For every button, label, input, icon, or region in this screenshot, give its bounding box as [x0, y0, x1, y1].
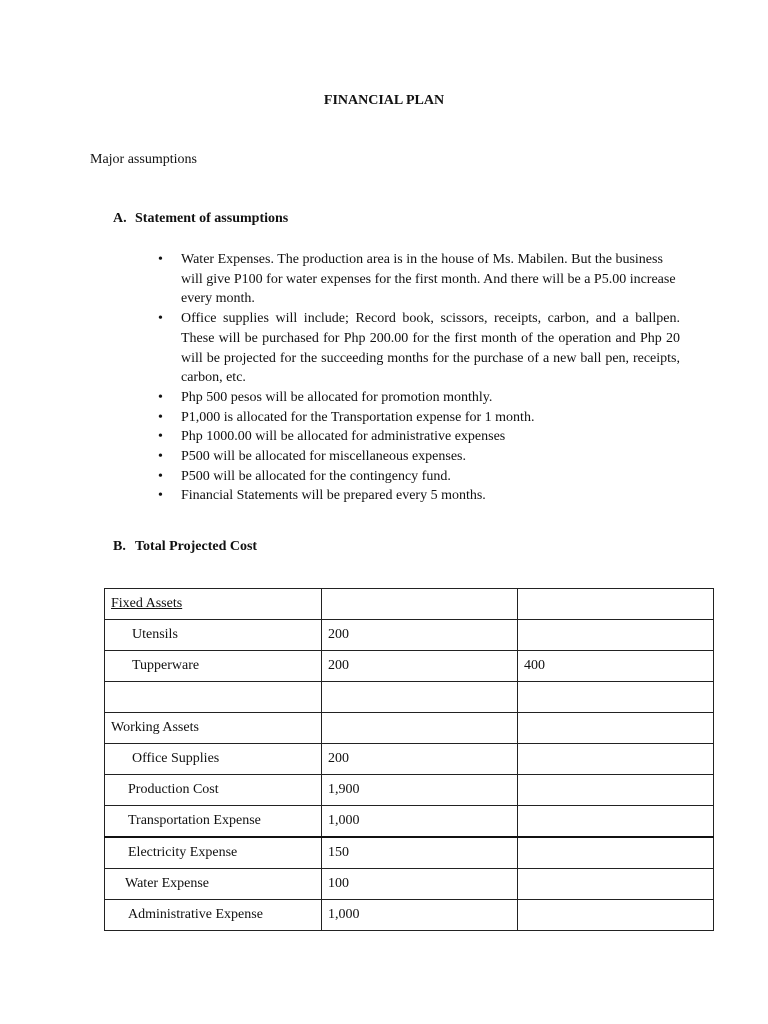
section-b-heading: [113, 539, 257, 555]
list-item-text: Office supplies will include; Record book, scissors, receipts, carbon, and a ballpen. These will be purchased for Php 200.00 for the first month of the operation and Php 20 will be projected for the succeeding months for the purchase of a new ball pen, receipts, carbon, etc.: [181, 311, 680, 386]
table-cell-total: [518, 713, 714, 744]
list-item-text: Php 1000.00 will be allocated for administrative expenses: [181, 429, 506, 445]
table-cell-label: Water Expense: [105, 869, 322, 900]
table-cell-label: Electricity Expense: [105, 837, 322, 869]
table-row: [105, 744, 714, 775]
bullet-icon: •: [158, 429, 163, 445]
table-cell-amount: 100: [322, 869, 518, 900]
bullet-icon: •: [158, 488, 163, 504]
table-row: [105, 651, 714, 682]
table-cell-total: [518, 744, 714, 775]
table-cell-label: Utensils: [105, 620, 322, 651]
table-cell-label: Transportation Expense: [105, 806, 322, 838]
list-item: [158, 427, 680, 447]
section-a-letter: A.: [113, 211, 127, 226]
bullet-icon: •: [158, 409, 163, 425]
table-cell-label: Office Supplies: [105, 744, 322, 775]
section-a-title: Statement of assumptions: [135, 211, 289, 226]
list-item: [158, 408, 680, 428]
table-cell-label: [105, 682, 322, 713]
list-item-text: P500 will be allocated for the contingency fund.: [181, 468, 451, 484]
table-row: [105, 837, 714, 869]
list-item: [158, 250, 680, 309]
table-cell-amount: [322, 589, 518, 620]
table-cell-label: Tupperware: [105, 651, 322, 682]
table-cell-amount: [322, 713, 518, 744]
table-cell-amount: 150: [322, 837, 518, 869]
table-cell-amount: 200: [322, 651, 518, 682]
bullet-icon: •: [158, 311, 163, 327]
list-item-text: Financial Statements will be prepared every 5 months.: [181, 488, 486, 504]
list-item: [158, 467, 680, 487]
table-row: [105, 775, 714, 806]
table-cell-amount: [322, 682, 518, 713]
table-cell-label: Fixed Assets: [105, 589, 322, 620]
table-row: [105, 713, 714, 744]
section-b-title: Total Projected Cost: [135, 539, 258, 554]
list-item: [158, 309, 680, 388]
table-cell-amount: 1,000: [322, 900, 518, 931]
table-cell-total: [518, 837, 714, 869]
list-item-text: Water Expenses. The production area is in the house of Ms. Mabilen. But the business will give P100 for water expenses for the first month. And there will be a P5.00 increase every month.: [181, 252, 676, 307]
table-cell-total: [518, 900, 714, 931]
table-row: [105, 869, 714, 900]
table-row: [105, 806, 714, 838]
table-cell-total: [518, 775, 714, 806]
section-a-heading: [113, 211, 288, 227]
list-item-text: Php 500 pesos will be allocated for promotion monthly.: [181, 389, 493, 405]
list-item-text: P500 will be allocated for miscellaneous expenses.: [181, 449, 466, 465]
table-cell-total: [518, 869, 714, 900]
table-cell-amount: 200: [322, 620, 518, 651]
table-cell-label: Working Assets: [105, 713, 322, 744]
intro-text: Major assumptions: [90, 152, 197, 167]
list-item-text: P1,000 is allocated for the Transportation expense for 1 month.: [181, 409, 535, 425]
section-b-letter: B.: [113, 539, 126, 554]
table-row: [105, 900, 714, 931]
table-cell-total: [518, 806, 714, 838]
table-row: [105, 682, 714, 713]
table-cell-total: [518, 620, 714, 651]
table-cell-amount: 200: [322, 744, 518, 775]
table-cell-amount: 1,000: [322, 806, 518, 838]
table-row: [105, 589, 714, 620]
bullet-icon: •: [158, 449, 163, 465]
bullet-icon: •: [158, 468, 163, 484]
table-cell-label: Production Cost: [105, 775, 322, 806]
table-cell-total: [518, 682, 714, 713]
list-item: [158, 486, 680, 506]
table-cell-total: 400: [518, 651, 714, 682]
list-item: [158, 388, 680, 408]
table-cell-total: [518, 589, 714, 620]
projected-cost-table: [104, 588, 714, 931]
table-cell-amount: 1,900: [322, 775, 518, 806]
list-item: [158, 447, 680, 467]
table-cell-label: Administrative Expense: [105, 900, 322, 931]
page-title: FINANCIAL PLAN: [323, 93, 445, 108]
bullet-icon: •: [158, 389, 163, 405]
bullet-icon: •: [158, 252, 163, 267]
assumptions-list: [158, 250, 680, 506]
table-row: [105, 620, 714, 651]
